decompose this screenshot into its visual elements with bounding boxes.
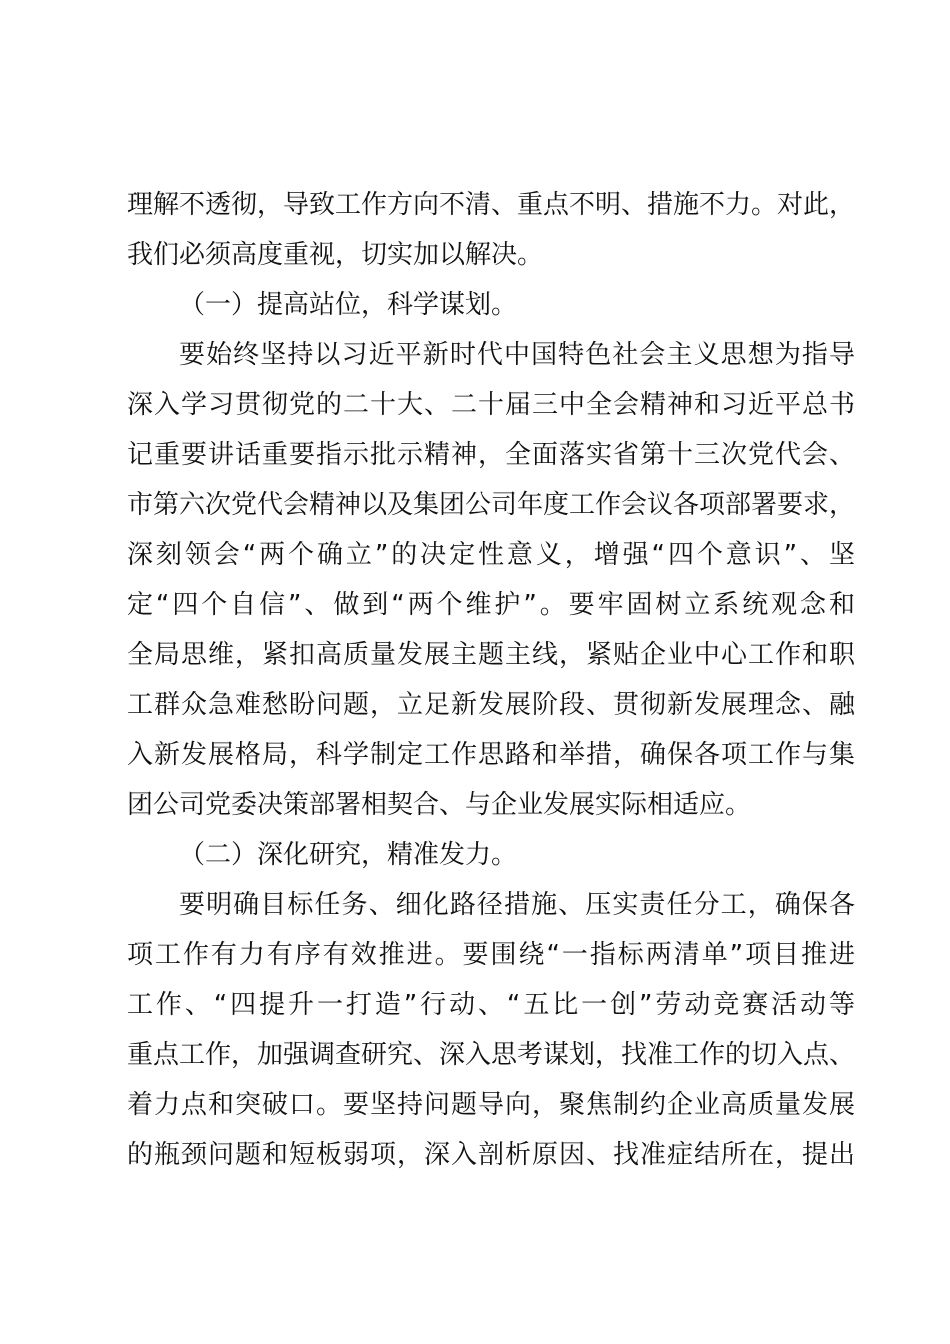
body-text-line: 定“四个自信”、做到“两个维护”。要牢固树立系统观念和 [127, 590, 855, 620]
body-text-line: 的瓶颈问题和短板弱项，深入剖析原因、找准症结所在，提出 [127, 1140, 855, 1170]
body-text-line: 团公司党委决策部署相契合、与企业发展实际相适应。 [127, 790, 752, 820]
body-text-line: 项工作有力有序有效推进。要围绕“一指标两清单”项目推进 [127, 940, 855, 970]
body-text-line: 全局思维，紧扣高质量发展主题主线，紧贴企业中心工作和职 [127, 640, 855, 670]
body-text-line: 记重要讲话重要指示批示精神，全面落实省第十三次党代会、 [127, 440, 855, 470]
body-text-line: 工群众急难愁盼问题，立足新发展阶段、贯彻新发展理念、融 [127, 690, 855, 720]
body-text-line: 我们必须高度重视，切实加以解决。 [127, 240, 544, 270]
body-text-line: 要始终坚持以习近平新时代中国特色社会主义思想为指导 [179, 340, 855, 370]
body-text-line: 要明确目标任务、细化路径措施、压实责任分工，确保各 [179, 890, 855, 920]
body-text-line: 深刻领会“两个确立”的决定性意义，增强“四个意识”、坚 [127, 540, 855, 570]
body-text-line: 深入学习贯彻党的二十大、二十届三中全会精神和习近平总书 [127, 390, 855, 420]
body-text-line: 入新发展格局，科学制定工作思路和举措，确保各项工作与集 [127, 740, 855, 770]
body-text-line: 理解不透彻，导致工作方向不清、重点不明、措施不力。对此， [127, 190, 856, 220]
section-heading-1: （一）提高站位，科学谋划。 [179, 290, 518, 320]
section-heading-2: （二）深化研究，精准发力。 [179, 840, 518, 870]
body-text-line: 着力点和突破口。要坚持问题导向，聚焦制约企业高质量发展 [127, 1090, 855, 1120]
body-text-line: 重点工作，加强调查研究、深入思考谋划，找准工作的切入点、 [127, 1040, 856, 1070]
document-body [127, 180, 855, 1180]
body-text-line: 市第六次党代会精神以及集团公司年度工作会议各项部署要求， [127, 490, 856, 520]
body-text-line: 工作、“四提升一打造”行动、“五比一创”劳动竞赛活动等 [127, 990, 855, 1020]
